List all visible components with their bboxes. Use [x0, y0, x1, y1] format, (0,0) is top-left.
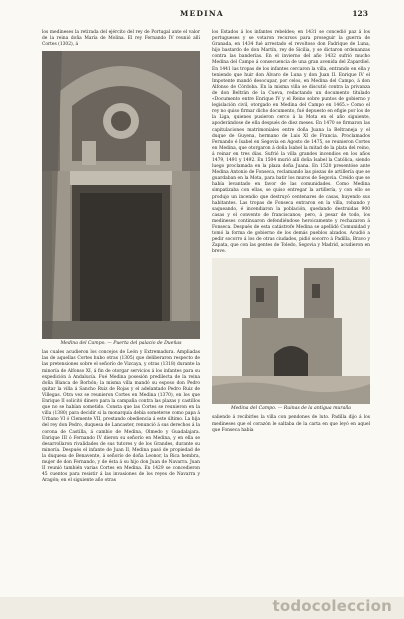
watermark-band — [0, 597, 404, 619]
right-paragraph-bottom: saliendo á recibirles la villa con pendones de luto. Padilla dijo á los medineses que el corazón le saltaba de la carta en que leyó en aquel que Fonseca había — [212, 415, 370, 433]
left-paragraph-top: los medineses la retirada del ejército del rey de Portugal ante el valor de la reina doña María de Molina. El rey Fernando IV reunió allí Cortes (1302), á — [42, 30, 200, 48]
left-figure-caption: Medina del Campo. — Puerta del palacio de Dueñas — [60, 341, 182, 347]
left-column — [42, 30, 200, 484]
right-column — [212, 30, 370, 434]
page-title: MEDINA — [180, 9, 224, 18]
page-number: 123 — [352, 9, 368, 18]
left-paragraph-bottom: las cuales acudieron los concejos de León y Extremadura. Ampliadas las de aquellas Cortes hubo otras (1305) que deliberaron respecto de las pretensiones sobre el señorío de Vizcaya, y otras (1318) durante la minoría de Alfonso XI, á fin de otorgar servicios á los infantes para su expedición á Andalucía. Fué Medina posesión predilecta de la reina doña Blanca de Borbón; la misma villa mandó su esposo don Pedro quitar la villa á Sancho Ruiz de Rojas y el adelantado Pedro Ruiz de Villegas. Otra vez se reunieron Cortes en Medina (1370), en los que Enrique II solicitó dinero para la campaña contra las plazas y castillos que no se habían sometido. Consta que las Cortes se reunieron en la villa (1380) para decidir si la monarquía debía someterse como papa á Urbano VI ó Clemente VII, prestando obediencia á este último. La hija del rey don Pedro, duquesa de Lancaster, renunció á sus derechos á la corona de Castilla, á cambio de Medina, Olmedo y Guadalajara. Enrique III ó Fernando IV dieron su señorío en Medina, y en ella se desarrollaron rivalidades de sus tutores y de los Grandes, durante su minoría. Después el infante de Juan II, Medina pasó de propiedad de la duquesa de Benavente, á señorío de doña Leonor, la Rica hembra, mujer de don Fernando, y de ésta á su hijo don Juan de Navarra. Juan II reunió también varias Cortes en Medina. En 1429 se concedieron 45 cuentos para resistir á las invasiones de los reyes de Navarra y Aragón; en el siguiente año otras — [42, 350, 200, 484]
watermark-logo: todocoleccion — [272, 597, 392, 615]
palace-door-photo — [42, 51, 200, 339]
right-paragraph-top: los Estados á los infantes rebeldes; en 1431 se concedió paz á los portugueses y se votaron recursos para proseguir la guerra de Granada, en 1434 fué arrestado el revoltoso don Fadrique de Luna, hijo bastardo de don Martín, rey de Sicilia, y se dictaron ordenanzas contra las banderías. En el invierno del año 1432 sufrió mucho Medina del Campo á consecuencia de una gran avenida del Zapardiel. En 1441 las tropas de los infantes cercaron la villa, entrando en ella y teniendo que huir don Álvaro de Luna y don Juan II. Enrique IV el Impotente mandó desocupar, por celos, en Medina del Campo, á don Alfonso de Córdoba. En la misma villa se discutió contra la privanza de don Beltrán de la Cueva, redactando un documento titulado «Documento entre Enrique IV y el Reino sobre puntos de gobierno y legislación civil, otorgado en Medina del Campo en 1465.» Como el rey no quiso firmar dicho documento, fué depuesto en efigie por los de la Liga, quienes pusieron cerco á la Mota en el año siguiente, apoderándose de ella después de diez meses. En 1470 se firmaron las capitulaciones matrimoniales entre doña Juana la Beltraneja y el duque de Guyena, hermano de Luis XI de Francia. Proclamados Fernando é Isabel en Segovia en Agosto de 1475, se reunieron Cortes en Medina, que otorgaron á doña Isabel la mitad de la plata del reino, á reinar en tres días. Sufrió la villa grandes incendios en los años 1479, 1491 y 1492. En 1504 murió allí doña Isabel la Católica, siendo luego proclamada en la plaza doña Juana. En 1520 presentóse ante Medina Antonio de Fonseca, reclamando las piezas de artillería que se guardaban en la Mota, para batir los muros de Segovia. Creído que se había levantado en favor de las comunidades. Como Medina simpatizaba con ellas, se quiso entregar la artillería, y con ello se produjo un incendio que destruyó centenares de casas, huyendo sus habitantes. Las tropas de Fonseca entraron en la villa, robando y saqueando, é incendiaron la población, quedando destruidas 900 casas y el convento de franciscanos; pero, á pesar de todo, los medineses continuaron defendiéndose heroicamente y rechazaron á Fonseca. Después de esta catástrofe Medina se apellidó Comunidad y tomó la forma de gobierno de los demás pueblos alzados. Acudió a pedir socorro á los de otras ciudades, pidió socorro á Padilla, Bravo y Zapata, que con las gentes de Toledo, Segovia y Madrid, acudieron en breve. — [212, 30, 370, 255]
running-header — [36, 9, 368, 23]
ancient-wall-ruins-photo — [212, 258, 370, 404]
right-figure-caption: Medina del Campo. — Ruinas de la antigua muralla — [230, 406, 351, 412]
